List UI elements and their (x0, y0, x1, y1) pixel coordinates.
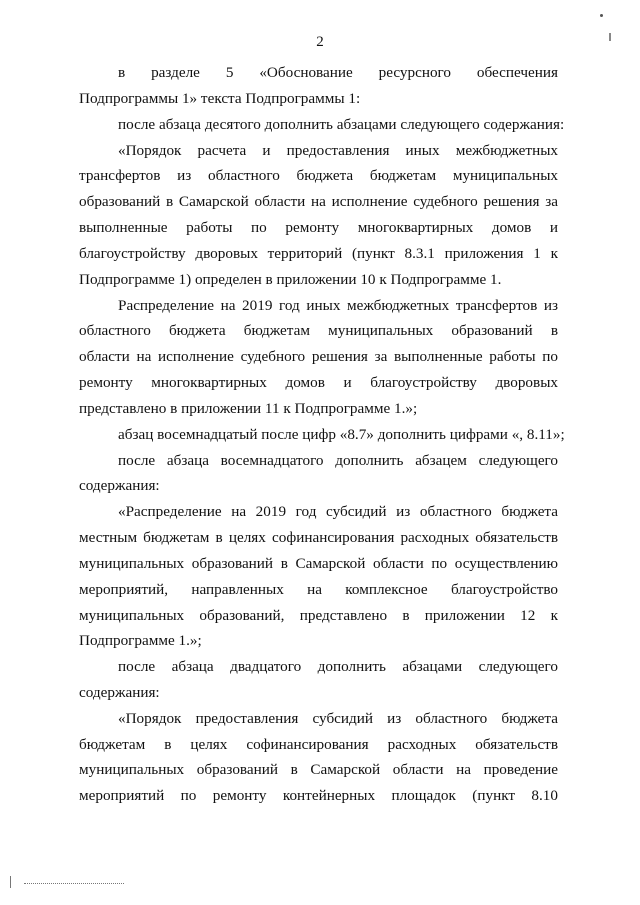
text-line: «Порядок расчета и предоставления иных межбюджетных (118, 142, 558, 159)
page-number: 2 (316, 34, 324, 50)
text-line: Подпрограмме 1) определен в приложении 10 к Подпрограмме 1. (79, 271, 502, 288)
text-line: трансфертов из областного бюджета бюджетам муниципальных (79, 167, 558, 184)
text-line: в разделе 5 «Обоснование ресурсного обеспечения (118, 64, 558, 81)
text-line: после абзаца двадцатого дополнить абзацами следующего (118, 658, 558, 675)
footer-divider (24, 883, 124, 884)
text-line: бюджетам в целях софинансирования расходных обязательств (79, 736, 558, 753)
text-line: мероприятий по ремонту контейнерных площадок (пункт 8.10 (79, 787, 558, 804)
text-line: ремонту многоквартирных домов и благоустройству дворовых (79, 374, 558, 391)
text-line: после абзаца восемнадцатого дополнить абзацем следующего (118, 452, 558, 469)
text-line: выполненные работы по ремонту многоквартирных домов и (79, 219, 558, 236)
text-line: местным бюджетам в целях софинансирования расходных обязательств (79, 529, 558, 546)
text-line: после абзаца десятого дополнить абзацами следующего содержания: (118, 116, 565, 133)
text-line: благоустройству дворовых территорий (пункт 8.3.1 приложения 1 к (79, 245, 558, 262)
text-line: областного бюджета бюджетам муниципальных образований в (79, 322, 558, 339)
text-line: муниципальных образований, представлено в приложении 12 к (79, 607, 558, 624)
footer-tick (10, 876, 11, 888)
text-line: мероприятий, направленных на комплексное благоустройство (79, 581, 558, 598)
text-line: Подпрограмме 1.»; (79, 632, 202, 649)
text-line: «Порядок предоставления субсидий из областного бюджета (118, 710, 558, 727)
text-line: муниципальных образований в Самарской области по осуществлению (79, 555, 558, 572)
text-line: представлено в приложении 11 к Подпрограмме 1.»; (79, 400, 418, 417)
text-line: Подпрограммы 1» текста Подпрограммы 1: (79, 90, 361, 107)
text-line: области на исполнение судебного решения за выполненные работы по (79, 348, 558, 365)
text-line: содержания: (79, 477, 160, 494)
text-line: «Распределение на 2019 год субсидий из областного бюджета (118, 503, 558, 520)
text-line: образований в Самарской области на исполнение судебного решения за (79, 193, 558, 210)
text-line: муниципальных образований в Самарской области на проведение (79, 761, 558, 778)
text-line: Распределение на 2019 год иных межбюджетных трансфертов из (118, 297, 558, 314)
scan-speck (600, 14, 603, 17)
text-line: абзац восемнадцатый после цифр «8.7» дополнить цифрами «, 8.11»; (118, 426, 565, 443)
text-line: содержания: (79, 684, 160, 701)
